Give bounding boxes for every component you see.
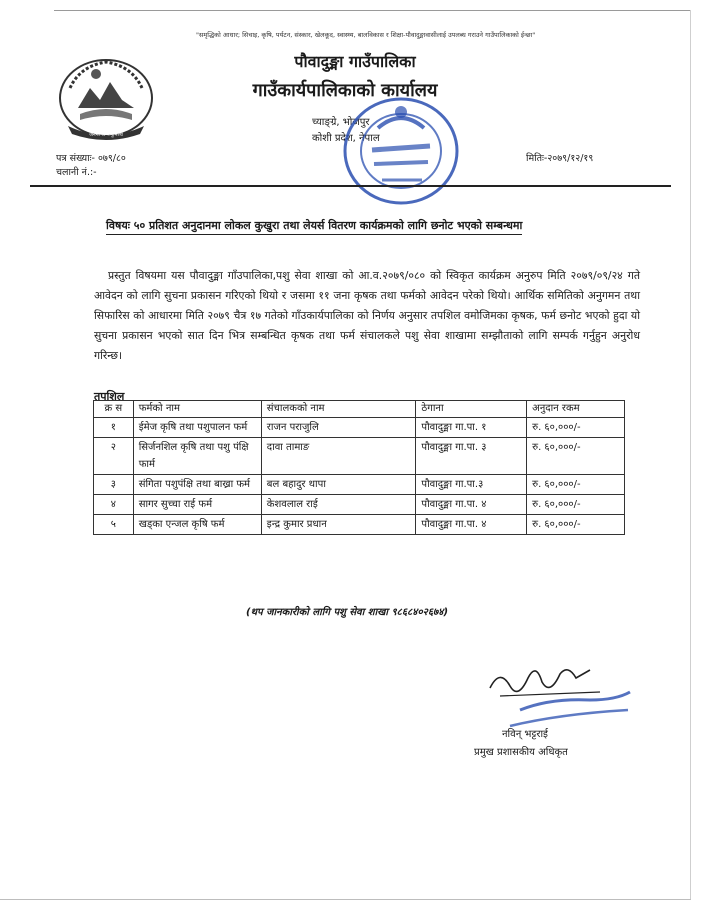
nepal-emblem-icon (50, 48, 162, 144)
signatory-post: प्रमुख प्रशासकीय अधिकृत (474, 747, 568, 758)
cell-grant: रु. ६०,०००/- (527, 438, 625, 475)
bottom-border (0, 899, 691, 900)
cell-grant: रु. ६०,०००/- (527, 515, 625, 535)
table-row (94, 475, 625, 495)
header-divider (30, 185, 671, 187)
cell-farm: सिर्जनशिल कृषि तथा पशु पंक्षि फार्म (133, 438, 261, 475)
cell-grant: रु. ६०,०००/- (527, 495, 625, 515)
cell-sn: ४ (94, 495, 134, 515)
col-header-farm: फर्मको नाम (133, 401, 261, 418)
office-seal-stamp (338, 88, 464, 214)
cell-grant: रु. ६०,०००/- (527, 475, 625, 495)
slogan: "समृद्धिको आधार; सिचाइ, कृषि, पर्यटन, संस्कार, खेलकूद, स्वास्थ्य, बालविकास र शिक्षा-पौवादुङ्मावासीलाई उपलब्ध गराउने गाउँपालिकाको ईन्छा" (196, 31, 536, 39)
top-border (54, 10, 691, 11)
cell-address: पौवादुङ्मा गा.पा. ४ (416, 495, 527, 515)
table-row (94, 438, 625, 475)
col-header-operator: संचालकको नाम (261, 401, 416, 418)
cell-address: पौवादुङ्मा गा.पा. ३ (416, 438, 527, 475)
col-header-grant: अनुदान रकम (527, 401, 625, 418)
letter-subject: विषयः ५० प्रतिशत अनुदानमा लोकल कुखुरा तथा लेयर्स वितरण कार्यक्रमको लागि छनोट भएको सम्बन्धमा (106, 218, 522, 235)
dispatch-number: चलानी नं.:- (56, 167, 97, 178)
table-row (94, 418, 625, 438)
cell-sn: २ (94, 438, 134, 475)
cell-farm: संगिता पशुपंक्षि तथा बाख्रा फर्म (133, 475, 261, 495)
cell-sn: ५ (94, 515, 134, 535)
address-line-1: च्याङ्ग्रे, भोजपुर (312, 117, 370, 128)
svg-text:जननी जन्मभूमिश्च: जननी जन्मभूमिश्च (89, 132, 123, 138)
reference-number: पत्र संख्याः- ०७९/८० (56, 153, 126, 164)
cell-farm: ईमेज कृषि तथा पशुपालन फर्म (133, 418, 261, 438)
letter-date: मितिः-२०७९/१२/१९ (526, 153, 594, 164)
contact-note: (थप जानकारीको लागि पशु सेवा शाखा ९८६८४०२६७४) (246, 607, 449, 618)
cell-address: पौवादुङ्मा गा.पा. ४ (416, 515, 527, 535)
cell-operator: राजन पराजुलि (261, 418, 416, 438)
table-row (94, 515, 625, 535)
office-subtitle: गाउँकार्यपालिकाको कार्यालय (252, 80, 438, 101)
cell-operator: इन्द्र कुमार प्रधान (261, 515, 416, 535)
cell-sn: १ (94, 418, 134, 438)
address-line-2: कोशी प्रदेश, नेपाल (312, 133, 380, 144)
table-header-row (94, 401, 625, 418)
cell-address: पौवादुङ्मा गा.पा.३ (416, 475, 527, 495)
right-border (690, 10, 691, 900)
office-name: पौवादुङ्मा गाउँपालिका (294, 52, 416, 71)
cell-operator: केशवलाल राई (261, 495, 416, 515)
cell-address: पौवादुङ्मा गा.पा. १ (416, 418, 527, 438)
cell-grant: रु. ६०,०००/- (527, 418, 625, 438)
letter-body (94, 266, 640, 366)
beneficiary-table (93, 400, 625, 535)
col-header-address: ठेगाना (416, 401, 527, 418)
cell-sn: ३ (94, 475, 134, 495)
cell-farm: खड्का एन्जल कृषि फर्म (133, 515, 261, 535)
table-row (94, 495, 625, 515)
cell-operator: बल बहादुर थापा (261, 475, 416, 495)
col-header-sn: क्र स (94, 401, 134, 418)
cell-operator: दावा तामाङ (261, 438, 416, 475)
cell-farm: सागर सुच्चा राई फर्म (133, 495, 261, 515)
signatory-name: नविन् भट्टराई (502, 729, 548, 740)
letter-body-text: प्रस्तुत विषयमा यस पौवादुङ्मा गाँउपालिका,पशु सेवा शाखा को आ.व.२०७९/०८० को स्विकृत कार्यक्रम अनुरुप मिति २०७९/०९/२४ गते आवेदन को लागि सुचना प्रकासन गरिएको थियो र जसमा ११ जना कृषक तथा फर्मको आवेदन परेको थियो। आर्थिक समितिको अनुगमन तथा सिफारिस को आधारमा मिति २०७९ चैत्र १७ गतेको गाँउकार्यपालिका को निर्णय अनुसार तपशिल वमोजिमका कृषक, फर्म छनोट भएको हुदा यो सुचना प्रकासन भएको सात दिन भित्र सम्बन्धित कृषक तथा फर्म संचालकले पशु सेवा शाखामा सम्झौताको लागि सम्पर्क गर्नुहुन अनुरोध गरिन्छ। (94, 269, 640, 362)
table-title: तपशिल (94, 390, 125, 403)
